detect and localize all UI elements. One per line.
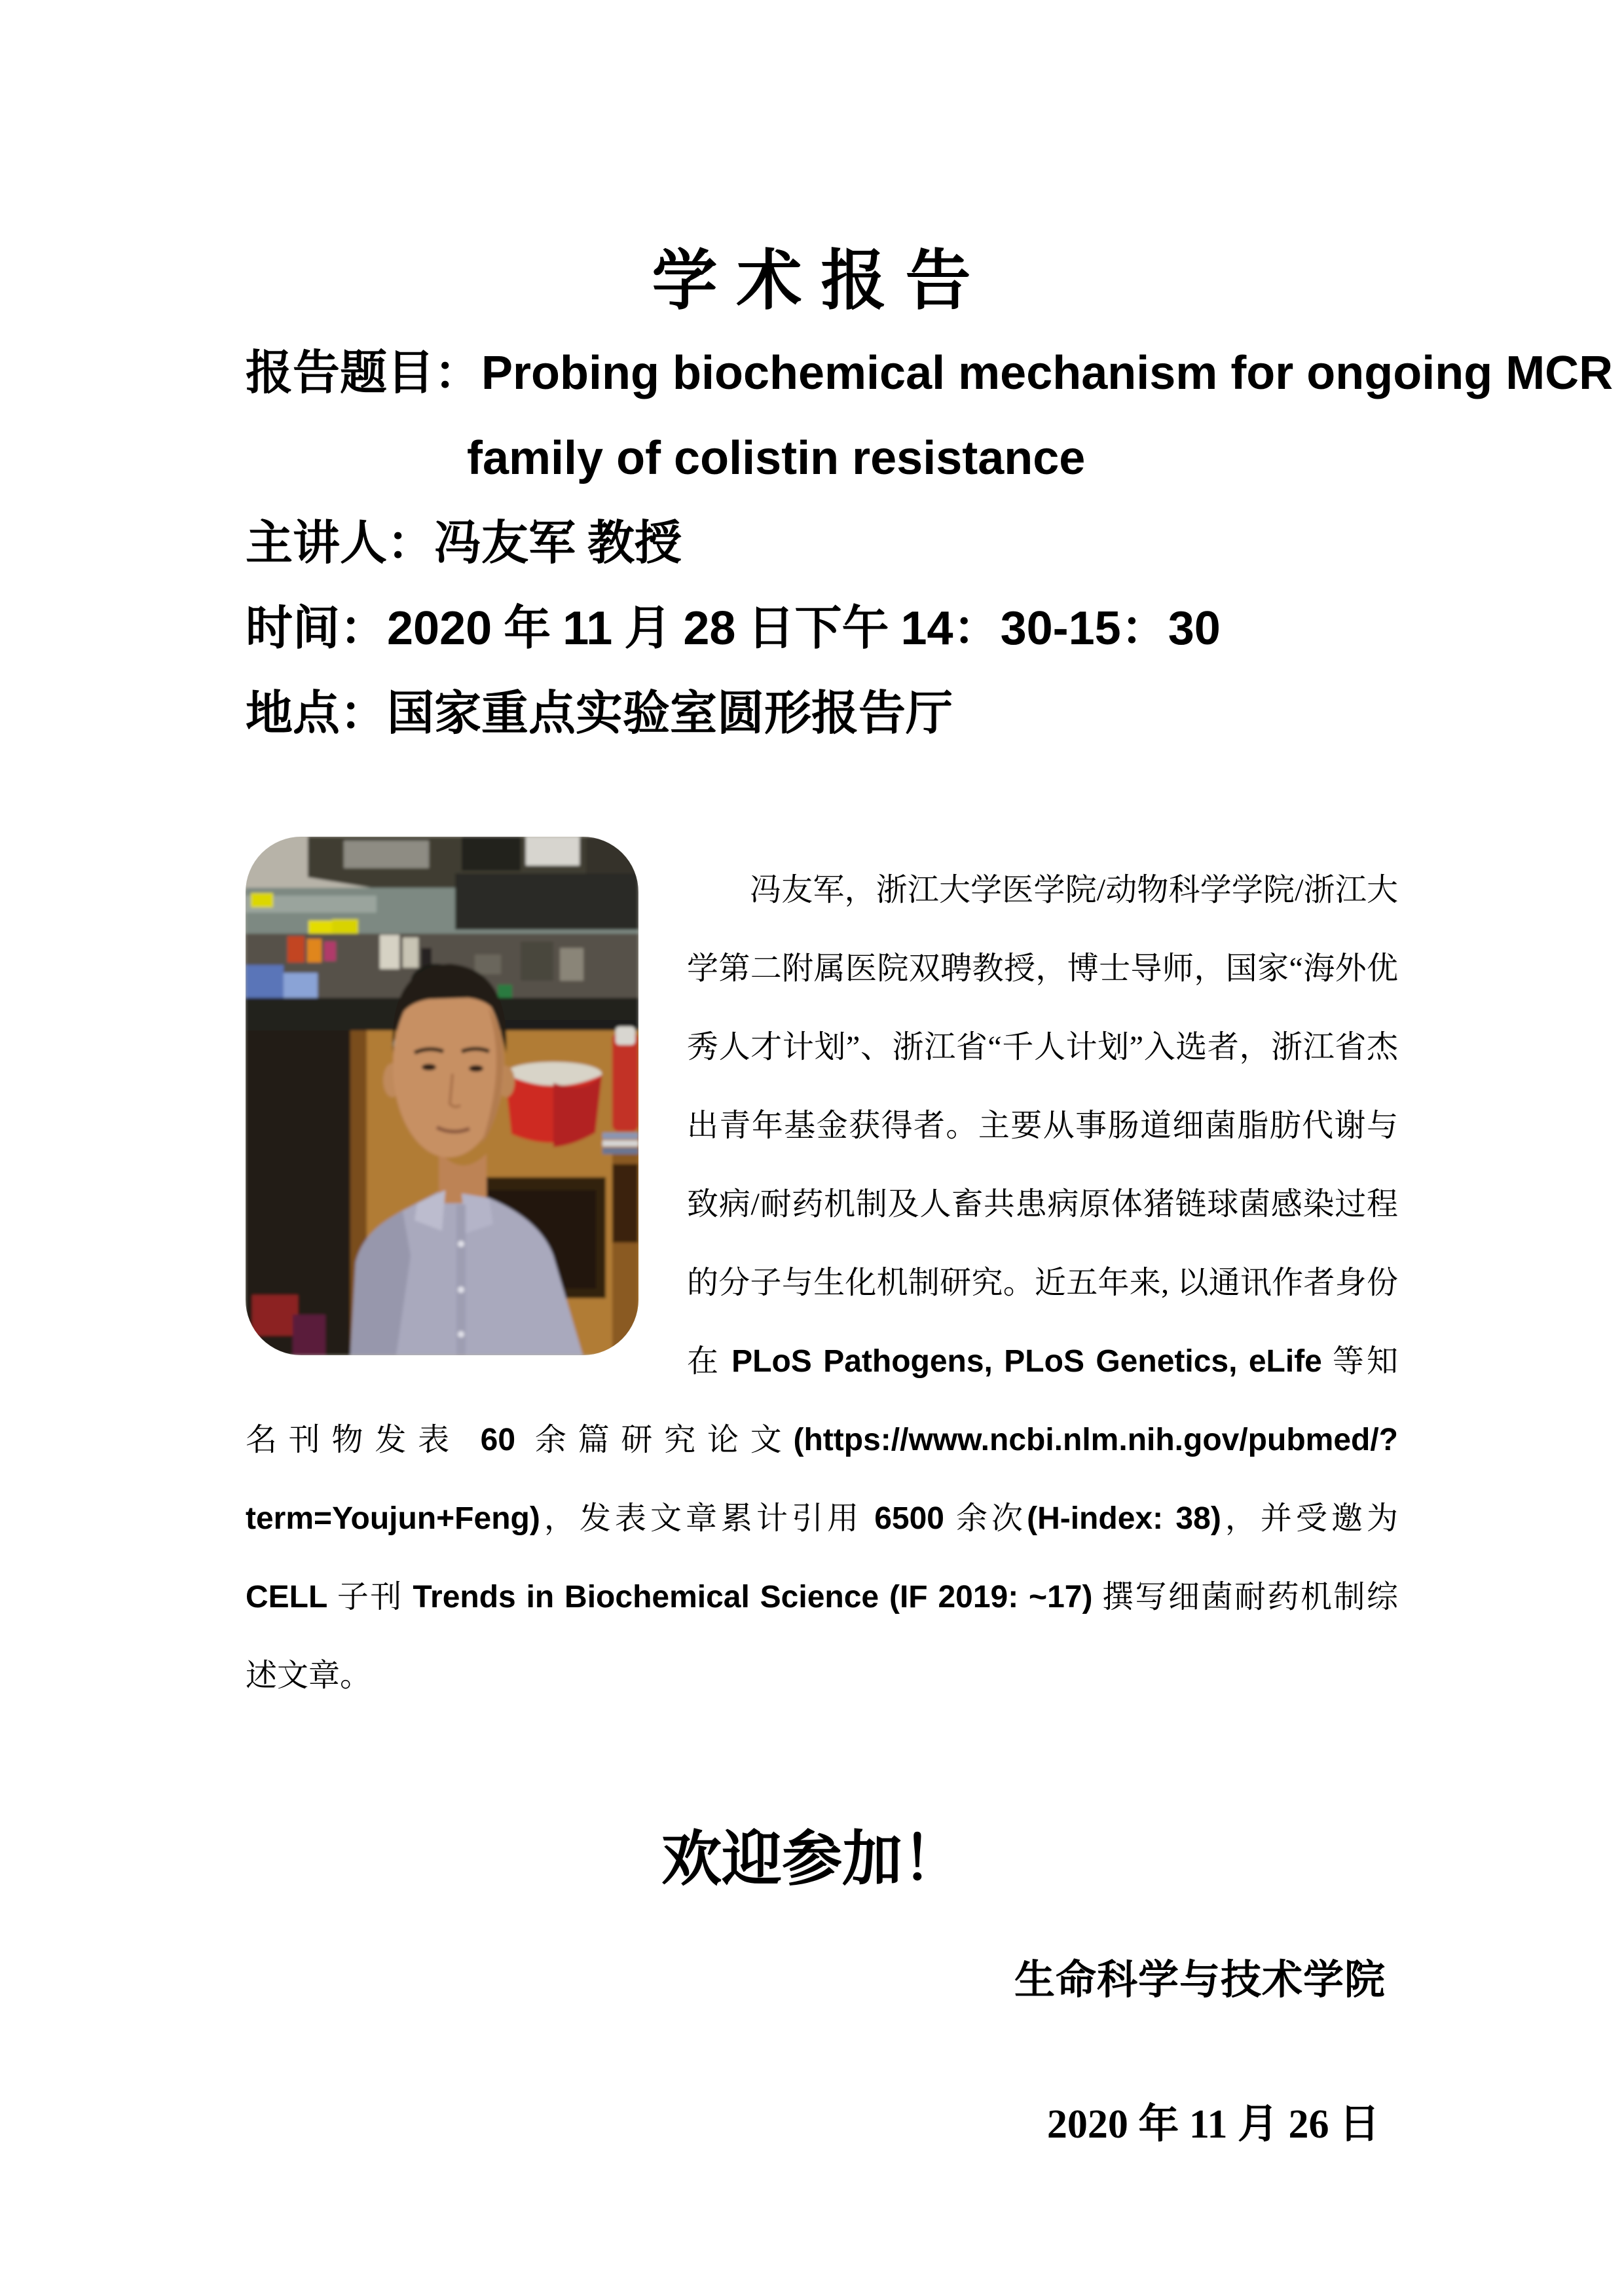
text-segment: 11 [563, 602, 613, 655]
text-segment: ，并受邀为 [1221, 1501, 1398, 1536]
red-container [505, 1062, 602, 1147]
text-segment: 30 [1168, 602, 1221, 655]
book-stack [602, 1133, 638, 1154]
info-line-topic-continued [246, 416, 1418, 501]
text-segment: (H-index: 38) [1027, 1501, 1221, 1536]
text-segment: 撰写细菌耐药机制综述文章。 [246, 1580, 1398, 1693]
eye-right [469, 1065, 483, 1072]
info-label-speaker: 主讲人： [246, 517, 435, 570]
info-line-time [246, 586, 1418, 671]
issue-date: 2020 年 11 月 26 日 [1046, 2102, 1380, 2147]
text-segment: 子刊 [327, 1580, 413, 1614]
speaker-photo [246, 837, 638, 1355]
speaker-photo-illustration [246, 837, 638, 1355]
text-segment: 30-15 [1000, 602, 1121, 655]
text-segment: 日下午 [735, 602, 901, 655]
info-line-topic [246, 331, 1614, 416]
text-segment: 2020 [387, 602, 492, 655]
text-segment: 28 [683, 602, 736, 655]
info-label-time: 时间： [246, 602, 388, 655]
text-segment: 月 [612, 602, 684, 655]
text-segment: 年 [492, 602, 563, 655]
info-value-topic [481, 347, 1613, 399]
text-segment: 60 [480, 1423, 516, 1457]
text-segment: (https://www.ncbi.nlm.nih.gov/pubmed/?term=Youjun+Feng) [246, 1423, 1398, 1536]
speaker-bio-block [246, 837, 1398, 1715]
text-segment: 等知名刊物发表 [246, 1344, 1398, 1457]
text-segment: PLoS Pathogens, PLoS Genetics, eLife [731, 1344, 1322, 1379]
text-segment: Probing biochemical mechanism for ongoing MCR [481, 347, 1614, 399]
info-label-location: 地点： [246, 687, 388, 740]
text-segment: ： [953, 602, 1001, 655]
eye-left [422, 1064, 436, 1070]
text-segment: 冯友军，浙江大学医学院/动物科学学院/浙江大学第二附属医院双聘教授，博士导师，国家“海外优秀人才计划”、浙江省“千人计划”入选者，浙江省杰出青年基金获得者。主要从事肠道细菌脂肪代谢与致病/耐药机制及人畜共患病原体猪链球菌感染过程的分子与生化机制研究。近五年来, 以通讯作者身份在 [687, 873, 1398, 1379]
seminar-info-block [246, 331, 1614, 756]
text-segment: 余篇研究论文 [515, 1423, 794, 1457]
page-title: 学 术 报 告 [652, 245, 972, 318]
info-line-location [246, 671, 1418, 756]
red-jug [612, 1027, 638, 1131]
text-segment: ： [1120, 602, 1168, 655]
text-segment: Trends in Biochemical Science (IF 2019: ~17) [413, 1580, 1093, 1614]
text-segment: 14 [900, 602, 953, 655]
text-segment: 国家重点实验室圆形报告厅 [387, 687, 953, 740]
text-segment: CELL [246, 1580, 328, 1614]
info-value-topic-continued [467, 432, 1085, 484]
info-value-time [387, 602, 1221, 655]
info-line-speaker [246, 501, 1418, 586]
text-segment: 6500 [874, 1501, 944, 1536]
text-segment: 余次 [944, 1501, 1027, 1536]
info-label-topic: 报告题目： [246, 347, 482, 399]
info-value-speaker [434, 517, 682, 570]
info-value-location [387, 687, 953, 740]
text-segment: 冯友军 教授 [434, 517, 682, 570]
welcome-text: 欢迎参加！ [661, 1826, 963, 1893]
text-segment: family of colistin resistance [467, 432, 1086, 484]
sticky-note-small [251, 893, 273, 907]
text-segment: ，发表文章累计引用 [540, 1501, 875, 1536]
organization-signature: 生命科学与技术学院 [1014, 1958, 1386, 2003]
